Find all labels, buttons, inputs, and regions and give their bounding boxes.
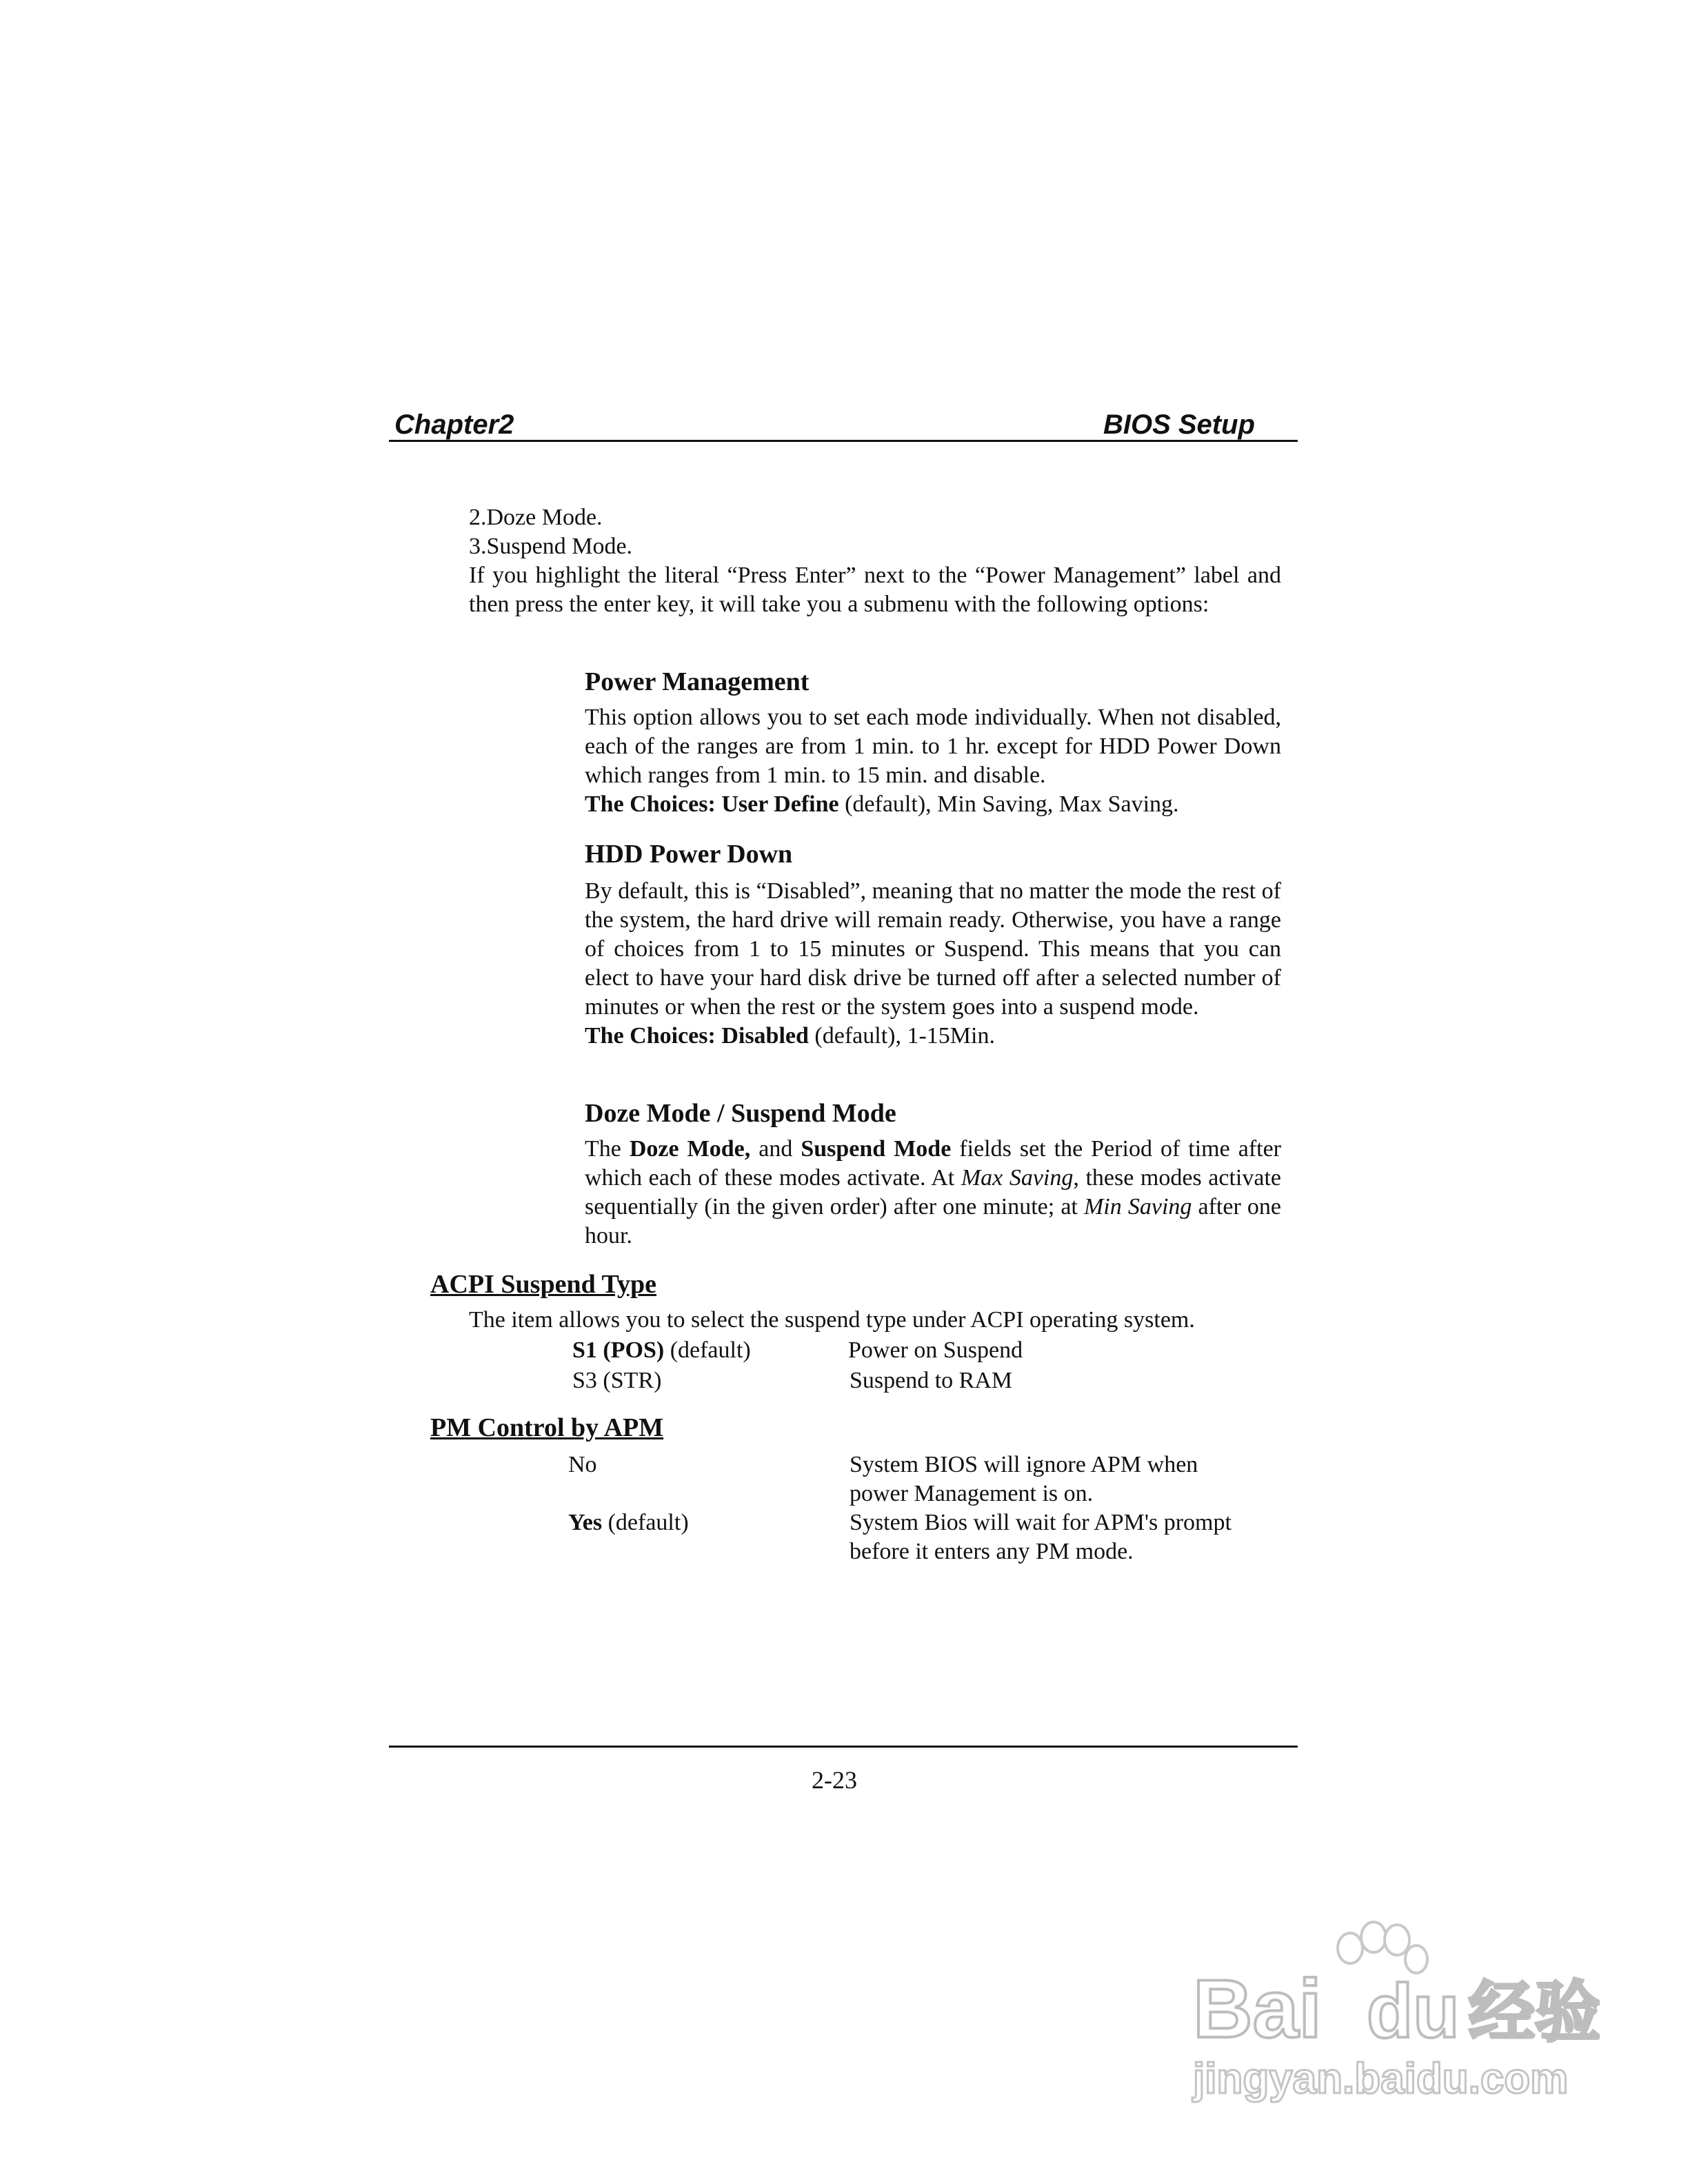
- hdd-power-down-heading: HDD Power Down: [585, 840, 793, 869]
- power-management-choices-label: The Choices: User Define: [585, 791, 839, 817]
- doze-text-5: after one hour.: [585, 1194, 1281, 1248]
- doze-suspend-heading: Doze Mode / Suspend Mode: [585, 1099, 896, 1128]
- pm-option-yes-desc-2: before it enters any PM mode.: [850, 1539, 1134, 1564]
- intro-line-doze: 2.Doze Mode.: [469, 505, 603, 530]
- pm-option-yes-desc-1: System Bios will wait for APM's prompt: [850, 1510, 1232, 1535]
- paw-icon: [1186, 1917, 1600, 2110]
- acpi-option-s3: S3 (STR): [572, 1368, 662, 1393]
- intro-line-suspend: 3.Suspend Mode.: [469, 534, 633, 559]
- power-management-text: This option allows you to set each mode individually. When not disabled, each of the ranges are from 1 min. to 1 hr. except for HDD Power Down which ranges from 1 min. to 15 min. and disable.: [585, 705, 1281, 788]
- pm-option-yes: [568, 1508, 689, 1537]
- pm-option-yes-default: (default): [602, 1510, 689, 1535]
- doze-text-3: fields set the Period of time after which each of these modes activate. At: [585, 1136, 1281, 1191]
- max-saving-term: Max Saving: [961, 1165, 1074, 1191]
- doze-mode-term: Doze Mode,: [629, 1136, 751, 1162]
- section-label: BIOS Setup: [1103, 410, 1255, 440]
- acpi-option-s1-label: S1 (POS): [572, 1337, 665, 1363]
- svg-text:经验: 经验: [1469, 1976, 1600, 2050]
- power-management-heading: Power Management: [585, 667, 810, 696]
- suspend-mode-term: Suspend Mode: [801, 1136, 952, 1162]
- acpi-description: The item allows you to select the suspend type under ACPI operating system.: [469, 1307, 1195, 1333]
- hdd-power-down-choices: (default), 1-15Min.: [808, 1023, 995, 1049]
- hdd-power-down-text: By default, this is “Disabled”, meaning that no matter the mode the rest of the system, the hard drive will remain ready. Otherwise, you have a range of choices from 1 to 15 minutes or Suspend. This means that you can elect to have your hard disk drive be turned off after a selected number of minutes or when the rest or the system goes into a suspend mode.: [585, 878, 1281, 1020]
- baidu-watermark-logo: [1186, 1917, 1600, 2110]
- acpi-option-s1: [572, 1336, 751, 1365]
- acpi-option-s1-default: (default): [664, 1337, 751, 1363]
- svg-text:jingyan.baidu.com: jingyan.baidu.com: [1193, 2055, 1569, 2103]
- svg-text:Bai: Bai: [1193, 1963, 1322, 2055]
- doze-text-2: and: [750, 1136, 801, 1162]
- pm-option-no: No: [568, 1452, 597, 1477]
- pm-option-yes-label: Yes: [568, 1510, 603, 1535]
- page-number: 2-23: [812, 1766, 857, 1794]
- min-saving-term: Min Saving: [1083, 1194, 1192, 1220]
- acpi-option-s3-desc: Suspend to RAM: [850, 1368, 1013, 1393]
- hdd-power-down-body: [585, 877, 1281, 1051]
- doze-text-1: The: [585, 1136, 630, 1162]
- chapter-label: Chapter2: [394, 410, 514, 440]
- pm-option-no-desc-1: System BIOS will ignore APM when: [850, 1452, 1198, 1477]
- doze-text-4: , these modes activate sequentially (in the given order) after one minute; at: [585, 1165, 1281, 1220]
- acpi-suspend-type-heading: ACPI Suspend Type: [430, 1270, 657, 1299]
- acpi-option-s1-desc: Power on Suspend: [848, 1337, 1023, 1363]
- doze-suspend-body: [585, 1135, 1281, 1251]
- hdd-power-down-choices-label: The Choices: Disabled: [585, 1023, 809, 1049]
- power-management-choices: (default), Min Saving, Max Saving.: [838, 791, 1179, 817]
- pm-control-heading: PM Control by APM: [430, 1413, 664, 1442]
- intro-paragraph: If you highlight the literal “Press Enter” next to the “Power Management” label and then press the enter key, it will take you a submenu with the following options:: [469, 563, 1281, 617]
- svg-text:du: du: [1367, 1969, 1460, 2054]
- header-rule: [389, 440, 1298, 442]
- footer-rule: [389, 1746, 1298, 1748]
- power-management-body: [585, 703, 1281, 819]
- pm-option-no-desc-2: power Management is on.: [850, 1481, 1094, 1506]
